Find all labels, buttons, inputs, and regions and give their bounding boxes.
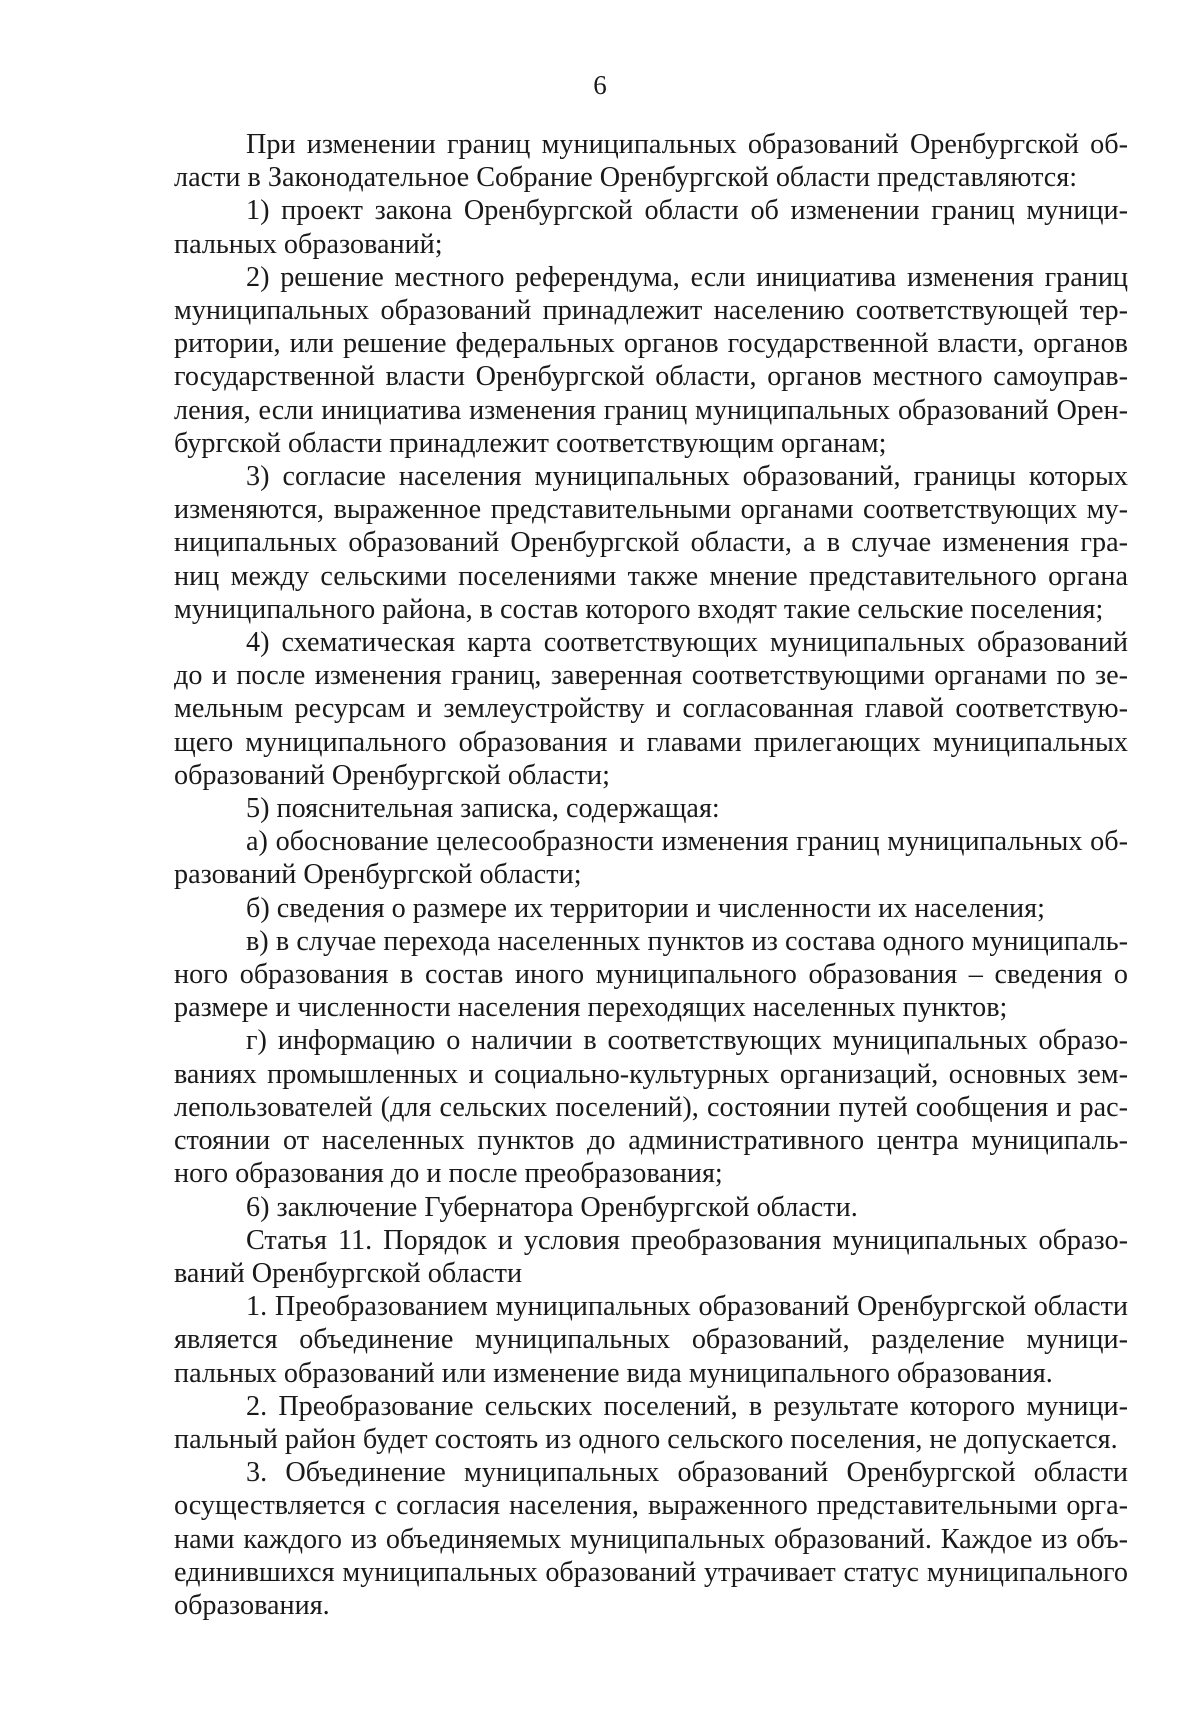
page-number: 6 <box>593 70 607 100</box>
article-11-clause-2: 2. Преобразование сельских поселений, в результате которого муниципальный район будет состоять из одного сельского поселения, не допускается. <box>174 1390 1128 1455</box>
list-item-6: 6) заключение Губернатора Оренбургской области. <box>246 1191 858 1223</box>
list-item-3: 3) согласие населения муниципальных образований, границы которых изменяются, выраженное представительными органами соответствующих муниципальных образований Оренбургской области, а в случае изменения границ между сельскими поселениями также мнение представительного органа муниципального района, в состав которого входят такие сельские поселения; <box>174 461 1128 625</box>
sub-item-v: в) в случае перехода населенных пунктов из состава одного муниципального образования в состав иного муниципального образования – сведения о размере и численности населения переходящих населенных пунктов; <box>174 925 1128 1024</box>
list-item-1: 1) проект закона Оренбургской области об изменении границ муниципальных образований; <box>174 195 1128 260</box>
list-item-2: 2) решение местного референдума, если инициатива изменения границ муниципальных образований принадлежит населению соответствующей территории, или решение федеральных органов государственной власти, органов государственной власти Оренбургской области, органов местного самоуправления, если инициатива изменения границ муниципальных образований Оренбургской области принадлежит соответствующим органам; <box>174 261 1128 459</box>
list-item-4: 4) схематическая карта соответствующих муниципальных образований до и после изменения границ, заверенная соответствующими органами по земельным ресурсам и землеустройству и согласованная главой соответствующего муниципального образования и главами прилегающих муниципальных образований Оренбургской области; <box>174 627 1128 791</box>
paragraph-intro: При изменении границ муниципальных образований Оренбургской области в Законодательное Собрание Оренбургской области представляются: <box>174 129 1128 194</box>
sub-item-g: г) информацию о наличии в соответствующих муниципальных образованиях промышленных и социально-культурных организаций, основных землепользователей (для сельских поселений), состоянии путей сообщения и расстоянии от населенных пунктов до административного центра муниципального образования до и после преобразования; <box>174 1025 1128 1190</box>
article-11-heading: Статья 11. Порядок и условия преобразования муниципальных образований Оренбургской области <box>174 1224 1128 1289</box>
document-body <box>174 128 1128 1622</box>
sub-item-b: б) сведения о размере их территории и численности их населения; <box>246 892 1045 924</box>
list-item-5: 5) пояснительная записка, содержащая: <box>246 793 720 825</box>
sub-item-a: а) обоснование целесообразности изменения границ муниципальных образований Оренбургской области; <box>174 826 1128 891</box>
article-11-clause-1: 1. Преобразованием муниципальных образований Оренбургской области является объединение муниципальных образований, разделение муниципальных образований или изменение вида муниципального образования. <box>174 1291 1128 1389</box>
article-11-clause-3: 3. Объединение муниципальных образований Оренбургской области осуществляется с согласия населения, выраженного представительными органами каждого из объединяемых муниципальных образований. Каждое из объединившихся муниципальных образований утрачивает статус муниципального образования. <box>174 1457 1128 1621</box>
